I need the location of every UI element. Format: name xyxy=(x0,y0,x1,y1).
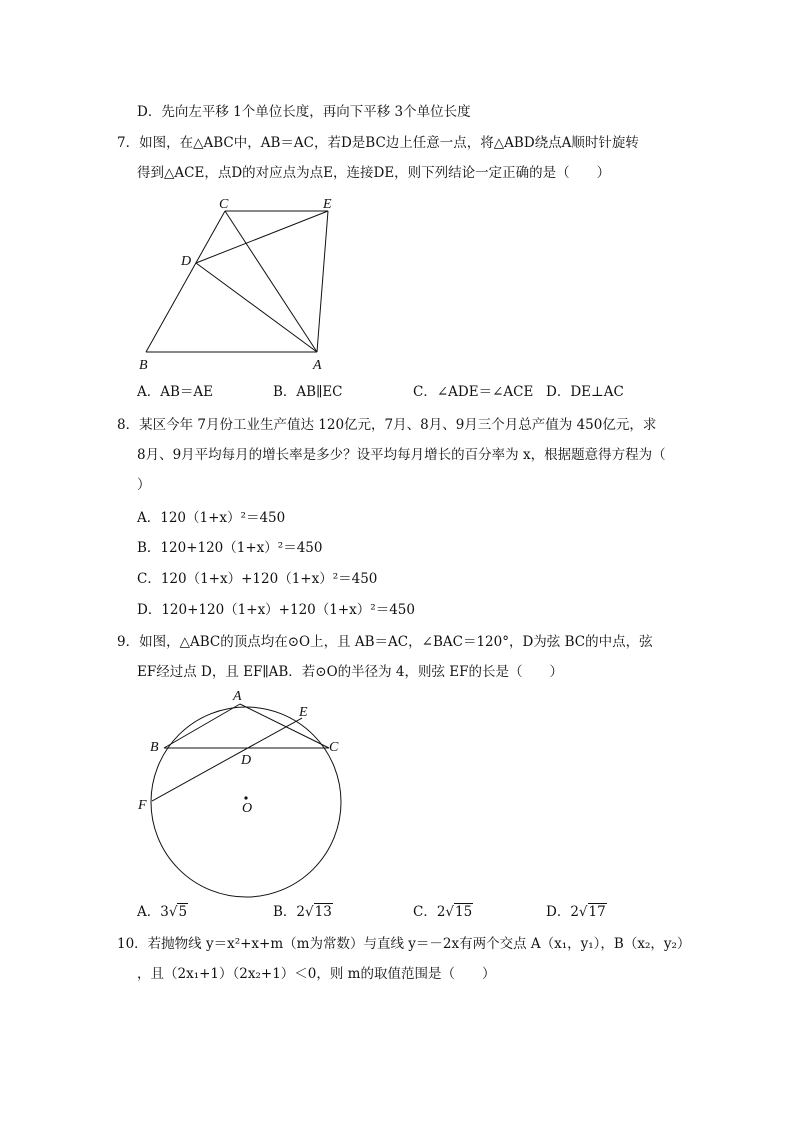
q7-stem-line2: 得到△ACE，点D的对应点为点E，连接DE，则下列结论一定正确的是（ ） xyxy=(137,165,611,181)
q7-option-a: A．AB＝AE xyxy=(137,384,214,400)
q8-stem-line2: 8月、9月平均每月的增长率是多少？设平均每月增长的百分率为 x，根据题意得方程为（ xyxy=(137,447,666,463)
q9-label-a: A xyxy=(233,689,242,704)
q9-option-a-radicand: 5 xyxy=(178,904,188,920)
q7-option-b: B．AB∥EC xyxy=(273,384,343,400)
q9-option-b: B．2√13 xyxy=(273,904,332,920)
q9-option-c: C．2√15 xyxy=(413,904,473,920)
q9-label-d: D xyxy=(241,753,252,768)
q8-option-a: A．120（1+x）²＝450 xyxy=(137,510,286,526)
q10-stem-line1: 10．若抛物线 y＝x²+x+m（m为常数）与直线 y＝－2x有两个交点 A（x₁，y₁），B（x₂，y₂） xyxy=(117,936,691,952)
q7-label-a: A xyxy=(313,358,322,373)
q8-option-c: C．120（1+x）+120（1+x）²＝450 xyxy=(137,571,378,587)
q9-stem-line2: EF经过点 D，且 EF∥AB．若⊙O的半径为 4，则弦 EF的长是（ ） xyxy=(137,664,564,680)
q8-stem-line3: ） xyxy=(137,477,151,493)
q7-label-e: E xyxy=(323,197,332,212)
q9-option-d-radicand: 17 xyxy=(588,904,606,920)
q7-stem-line1: 7．如图，在△ABC中，AB＝AC，若D是BC边上任意一点，将△ABD绕点A顺时针旋转 xyxy=(117,135,639,151)
q9-option-a: A．3√5 xyxy=(137,904,188,920)
q9-label-e: E xyxy=(299,705,308,720)
q9-option-d: D．2√17 xyxy=(546,904,606,920)
q8-stem-line1: 8．某区今年 7月份工业生产值达 120亿元，7月、8月、9月三个月总产值为 450亿元，求 xyxy=(117,417,657,433)
q6-option-d: D．先向左平移 1个单位长度，再向下平移 3个单位长度 xyxy=(137,104,471,120)
q9-label-b: B xyxy=(150,740,159,755)
q8-option-d: D．120+120（1+x）+120（1+x）²＝450 xyxy=(137,602,415,618)
q9-label-c: C xyxy=(329,740,339,755)
q9-stem-line1: 9．如图，△ABC的顶点均在⊙O上，且 AB＝AC，∠BAC＝120°，D为弦 BC的中点，弦 xyxy=(117,634,653,650)
q7-label-d: D xyxy=(181,254,192,269)
q7-option-d: D．DE⊥AC xyxy=(546,384,624,400)
q9-label-f: F xyxy=(138,798,147,813)
q9-option-c-radicand: 15 xyxy=(455,904,473,920)
q7-option-c: C．∠ADE＝∠ACE xyxy=(413,384,534,400)
q7-label-c: C xyxy=(219,197,229,212)
q10-stem-line2: ，且（2x₁+1）（2x₂+1）＜0，则 m的取值范围是（ ） xyxy=(137,966,496,982)
q9-label-o: O xyxy=(242,801,253,816)
q7-label-b: B xyxy=(139,358,148,373)
q8-option-b: B．120+120（1+x）²＝450 xyxy=(137,540,323,556)
q9-option-b-radicand: 13 xyxy=(314,904,332,920)
